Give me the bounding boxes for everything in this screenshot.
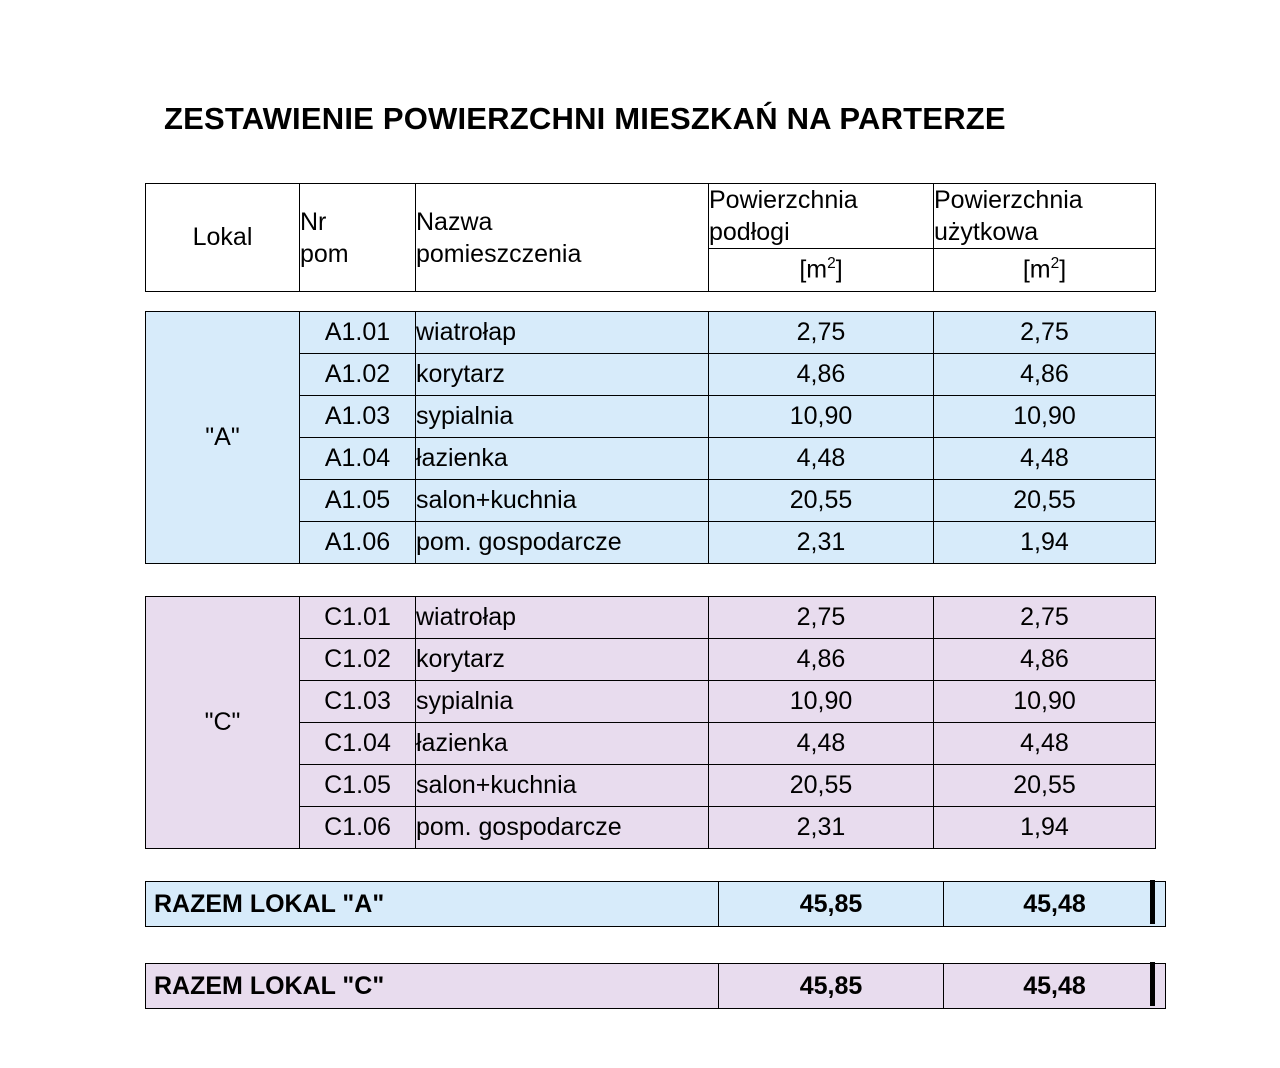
cell-uzytkowa: 4,48 (934, 438, 1156, 480)
header-row-main (146, 184, 1156, 249)
cell-podloga: 2,31 (709, 522, 934, 564)
cell-nazwa: salon+kuchnia (416, 480, 709, 522)
cell-nazwa: pom. gospodarcze (416, 522, 709, 564)
header-cell-powierzchnia-podlogi (709, 184, 934, 249)
cell-nr: A1.05 (300, 480, 416, 522)
cell-nazwa: łazienka (416, 723, 709, 765)
header-unit-uzytkowa: $[m^2]$ (934, 249, 1156, 292)
cell-podloga: 2,75 (709, 312, 934, 354)
summary-label: RAZEM LOKAL "C" (146, 964, 719, 1009)
summary-podloga: 45,85 (719, 964, 944, 1009)
cell-nazwa: korytarz (416, 639, 709, 681)
cell-nr: C1.03 (300, 681, 416, 723)
table-header (145, 183, 1156, 292)
cell-nr: A1.04 (300, 438, 416, 480)
header-uzytkowa-line2: użytkowa (934, 218, 1039, 246)
header-cell-lokal: Lokal (146, 184, 300, 292)
summary-table-lokal-a (145, 881, 1166, 927)
header-nr-line2: pom (300, 239, 349, 268)
header-unit-podlogi: $[m^2]$ (709, 249, 934, 292)
header-cell-nr-pom (300, 184, 416, 292)
cell-nr: A1.01 (300, 312, 416, 354)
cell-podloga: 4,86 (709, 639, 934, 681)
cell-uzytkowa: 2,75 (934, 312, 1156, 354)
cell-nazwa: sypialnia (416, 396, 709, 438)
table-row (146, 312, 1156, 354)
header-cell-nazwa (416, 184, 709, 292)
table-lokal-a (145, 311, 1156, 564)
cell-podloga: 20,55 (709, 480, 934, 522)
cell-podloga: 20,55 (709, 765, 934, 807)
cell-nr: C1.01 (300, 597, 416, 639)
header-cell-powierzchnia-uzytkowa (934, 184, 1156, 249)
cell-podloga: 4,48 (709, 438, 934, 480)
summary-uzytkowa: 45,48 (944, 882, 1166, 927)
header-nr-line1: Nr (300, 207, 327, 236)
summary-a-right-edge (1150, 880, 1155, 924)
cell-uzytkowa: 2,75 (934, 597, 1156, 639)
lokal-a-label: "A" (146, 312, 300, 564)
cell-uzytkowa: 1,94 (934, 807, 1156, 849)
cell-uzytkowa: 10,90 (934, 681, 1156, 723)
cell-nr: C1.02 (300, 639, 416, 681)
cell-nazwa: sypialnia (416, 681, 709, 723)
cell-podloga: 2,75 (709, 597, 934, 639)
cell-uzytkowa: 20,55 (934, 480, 1156, 522)
table-row (146, 597, 1156, 639)
cell-podloga: 4,86 (709, 354, 934, 396)
cell-nr: C1.06 (300, 807, 416, 849)
cell-uzytkowa: 4,86 (934, 354, 1156, 396)
cell-nazwa: pom. gospodarcze (416, 807, 709, 849)
cell-nazwa: korytarz (416, 354, 709, 396)
header-nazwa-line1: Nazwa (416, 207, 493, 236)
table-lokal-c (145, 596, 1156, 849)
summary-row (146, 964, 1166, 1009)
header-nazwa-line2: pomieszczenia (416, 239, 582, 268)
header-podlogi-line1: Powierzchnia (709, 186, 858, 214)
cell-podloga: 4,48 (709, 723, 934, 765)
page-title: ZESTAWIENIE POWIERZCHNI MIESZKAŃ NA PARTERZE (164, 101, 1006, 136)
cell-uzytkowa: 1,94 (934, 522, 1156, 564)
cell-podloga: 2,31 (709, 807, 934, 849)
summary-row (146, 882, 1166, 927)
cell-podloga: 10,90 (709, 396, 934, 438)
cell-nr: A1.03 (300, 396, 416, 438)
summary-table-lokal-c (145, 963, 1166, 1009)
cell-uzytkowa: 4,48 (934, 723, 1156, 765)
header-podlogi-line2: podłogi (709, 218, 790, 246)
summary-label: RAZEM LOKAL "A" (146, 882, 719, 927)
cell-nazwa: łazienka (416, 438, 709, 480)
cell-uzytkowa: 10,90 (934, 396, 1156, 438)
summary-uzytkowa: 45,48 (944, 964, 1166, 1009)
cell-nr: A1.06 (300, 522, 416, 564)
cell-nazwa: salon+kuchnia (416, 765, 709, 807)
cell-podloga: 10,90 (709, 681, 934, 723)
cell-nr: C1.05 (300, 765, 416, 807)
lokal-c-label: "C" (146, 597, 300, 849)
cell-nazwa: wiatrołap (416, 597, 709, 639)
header-uzytkowa-line1: Powierzchnia (934, 186, 1083, 214)
cell-nazwa: wiatrołap (416, 312, 709, 354)
cell-uzytkowa: 20,55 (934, 765, 1156, 807)
cell-nr: C1.04 (300, 723, 416, 765)
summary-c-right-edge (1150, 962, 1155, 1006)
cell-uzytkowa: 4,86 (934, 639, 1156, 681)
cell-nr: A1.02 (300, 354, 416, 396)
summary-podloga: 45,85 (719, 882, 944, 927)
